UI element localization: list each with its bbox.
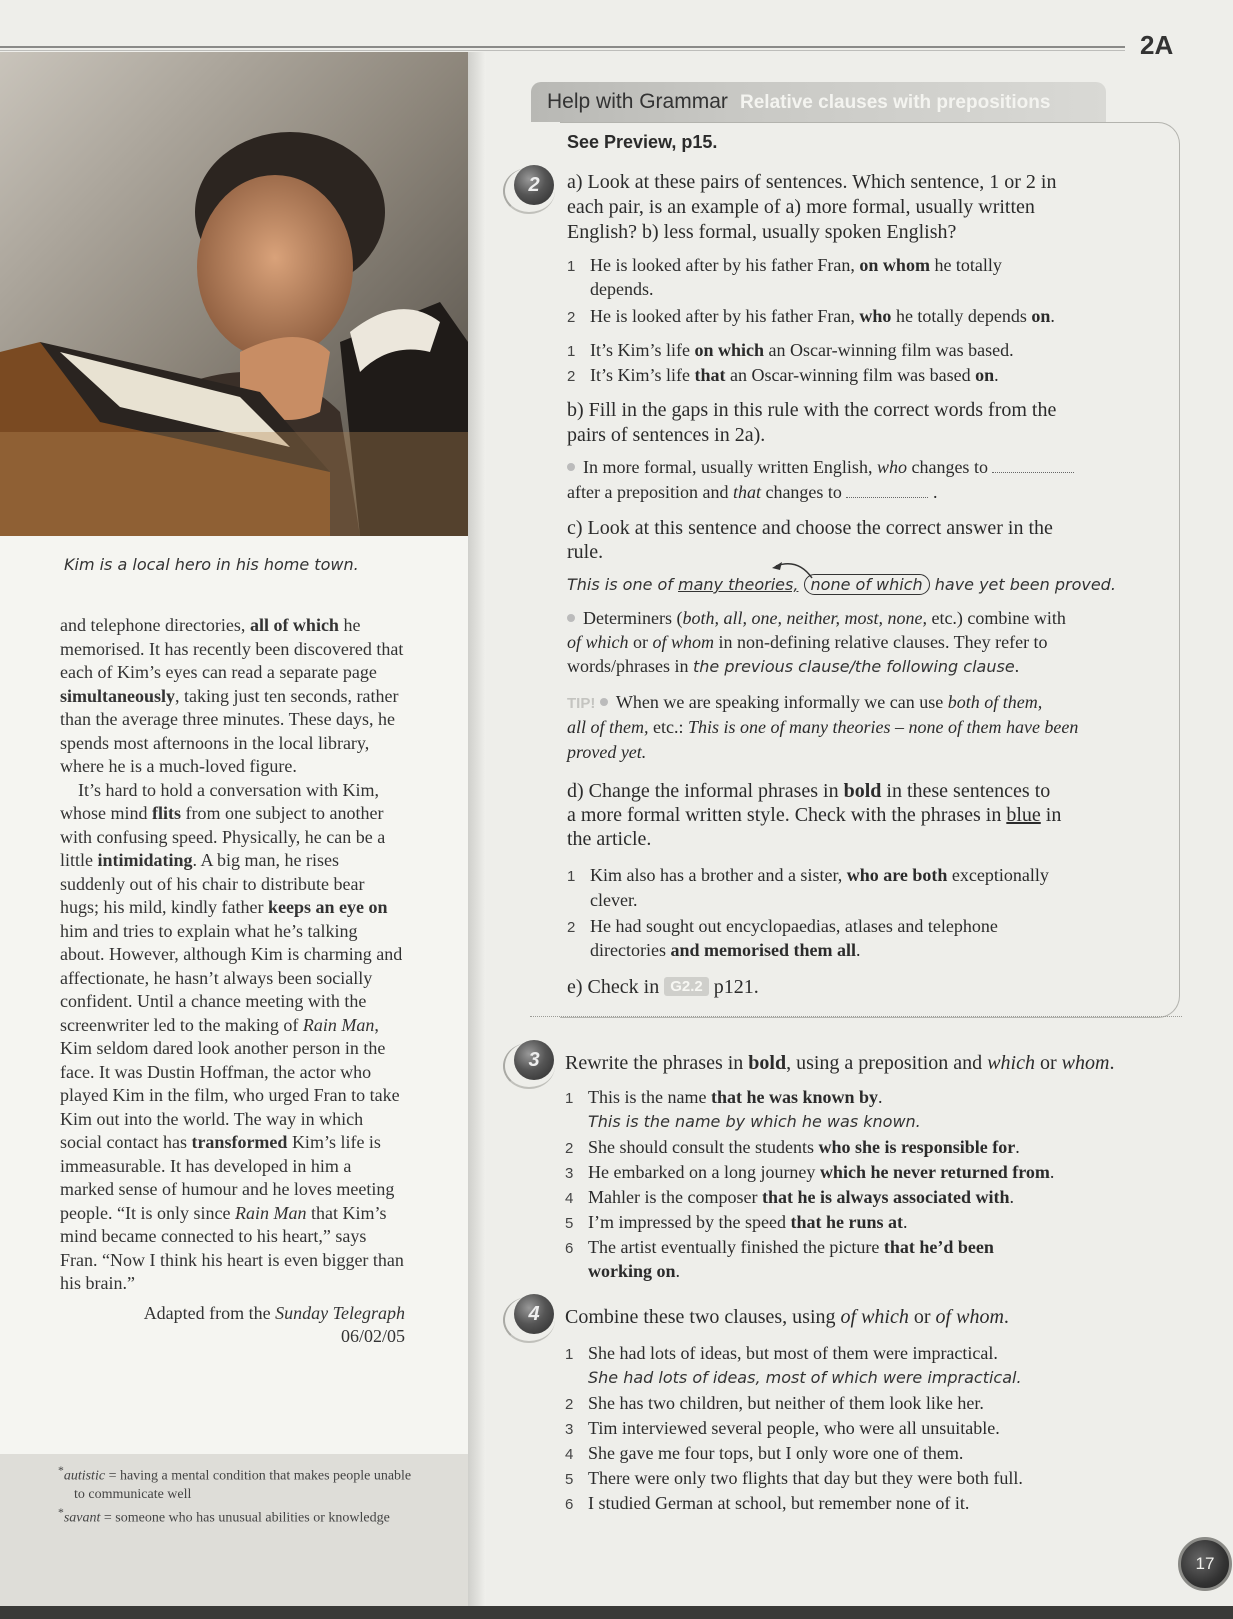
ex2a-item: 2 [567,368,576,385]
text-run: . [675,1261,681,1281]
text-run: Kim’s life is immeasurable. It has developed in him a marked sense of humour and he loves meeting people. “It is only since [60,1132,395,1223]
text-run: that [732,482,761,502]
ex4-item: 1 [565,1346,574,1363]
text-run: simultaneously [60,685,176,706]
bullet-icon [600,698,608,706]
text-run: that he’d been [883,1237,994,1257]
ex4-item: 5 [565,1471,574,1488]
ex2c-line-2 [567,541,603,564]
ex3-item-text [588,1187,1014,1208]
ex2c-line-1 [567,517,1053,540]
text-run: Combine these two clauses, using [565,1306,841,1328]
ex3-item: 1 [565,1090,574,1107]
text-run: . [1109,1052,1115,1074]
ex4-item-text [588,1443,963,1464]
ex4-item: 6 [565,1496,574,1513]
text-run: . [994,365,999,385]
text-run: English? b) less formal, usually spoken English? [567,221,957,243]
text-run: changes to [760,482,847,502]
text-run: each pair, is an example of a) more formal, usually written [567,196,1035,218]
text-run: of which [567,632,629,652]
ex2b-line-2 [567,424,765,447]
text-run: all of which [249,615,339,635]
text-run: on whom [859,255,930,275]
bullet-icon [567,614,575,622]
text-run: of whom [935,1306,1004,1328]
text-run: an Oscar-winning film was based. [764,340,1014,360]
text-run: Rain Man [302,1014,375,1035]
text-run: who [876,457,907,477]
text-run: that he runs at [790,1212,903,1232]
exercise-2-number: 2 [514,165,554,205]
ex2a-item-text [590,306,1055,327]
text-run: There were only two flights that day but they were both full. [588,1468,1023,1488]
ex3-item-text [588,1212,907,1233]
text-run: and telephone directories, [60,615,250,635]
ex4-item-text [588,1493,969,1514]
ex3-item-text [588,1137,1020,1158]
text-run: He embarked on a long journey [588,1162,820,1182]
text-run: etc.: [648,717,688,737]
text-run: . [855,940,861,960]
text-run: that [694,365,726,385]
text-run: both of them, [947,692,1043,712]
ex3-item-text [588,1162,1054,1183]
text-run: which he never returned from [819,1162,1050,1182]
ex2a-item: 1 [567,343,576,360]
text-run: in [1040,804,1062,826]
footnote-list [58,1462,418,1527]
text-run: . [1049,1162,1055,1182]
text-run: and memorised them all [670,940,856,960]
text-run: who she is responsible for [818,1137,1016,1157]
ex3-item: 3 [565,1165,574,1182]
ex2b-rule-line-1 [567,457,1074,478]
text-run: He is looked after by his father Fran, [590,255,860,275]
text-run: . [1014,656,1020,676]
text-run: he totally [929,255,1002,275]
footnote-term: savant [63,1510,101,1526]
ex2a-item: 1 [567,258,576,275]
text-run: He is looked after by his father Fran, [590,306,860,326]
text-run: directories [590,940,671,960]
text-run: of whom [652,632,715,652]
ex3-item-text [588,1237,994,1258]
text-run: Rain Man [234,1202,307,1223]
ex4-instruction [565,1306,1009,1329]
text-run: transformed [191,1132,288,1152]
ex4-item-text [588,1343,998,1364]
ex3-item: 5 [565,1215,574,1232]
text-run: a more formal written style. Check with the phrases in [567,804,1007,826]
text-run: Determiners ( [583,608,683,628]
ex2c-rule-line-1 [567,608,1066,629]
text-run: words/phrases in [567,656,693,676]
photo-caption: Kim is a local hero in his home town. [64,555,359,574]
text-run: on [1031,306,1051,326]
grammar-tab-subtitle: Relative clauses with prepositions [740,92,1051,113]
text-run: he memorised. It has recently been discovered that each of Kim’s eyes can read a separate page [60,615,404,682]
text-run: bold [748,1052,787,1074]
ex2b-rule-line-2: after a preposition and that changes to . [567,482,938,502]
text-run: that he was known by [710,1087,879,1107]
ex2d-item-text [590,916,998,937]
ex4-item-text [588,1418,1000,1439]
article-text [60,614,405,1349]
text-run: flits [152,803,181,823]
gap-that[interactable] [846,484,928,498]
photo-illustration [0,52,468,536]
text-run: He had sought out encyclopaedias, atlases and telephone [590,916,998,936]
text-run: Kim also has a brother and a sister, [590,865,847,885]
text-run: in non-defining relative clauses. They refer to [714,632,1048,652]
preview-reference: See Preview, p15. [567,132,718,152]
exercise-3-number: 3 [514,1040,554,1080]
text-run: who [859,306,892,326]
tip-line-1 [567,692,1042,713]
ex2d-item-text [590,865,1049,886]
text-run: working on [588,1261,676,1281]
kim-reading-photo [0,52,468,536]
text-run: from one subject to another with confusing speed. Physically, he can be a little [60,803,386,870]
text-run: him and tries to explain what he’s talking about. However, although Kim is charming and affectionate, he hasn’t always been socially confident. Until a chance meeting with the screenwriter led to the making of [60,920,403,1035]
text-run: whom [1061,1052,1110,1074]
text-run: This is one of many theories – none of them have been [687,717,1079,737]
ex3-item-text [588,1261,680,1282]
text-run: an Oscar-winning film was based [725,365,976,385]
footnote-savant: *savant = someone who has unusual abilities or knowledge [58,1505,390,1526]
text-run: , taking just ten seconds, rather than the average three minutes. These days, he spends most afternoons in the local library, where he is a much-loved figure. [60,685,399,776]
text-run: on which [694,340,765,360]
ex2c-rule-line-2 [567,632,1048,653]
text-run: or [908,1306,936,1328]
text-run: d) Change the informal phrases in [567,780,844,802]
source-name: Sunday Telegraph [275,1302,405,1323]
footnote-term: autistic [63,1468,106,1484]
text-run: blue [1006,804,1041,826]
text-run: keeps an eye on [267,897,388,917]
grammar-box-bottom-rule [530,1016,1182,1018]
bullet-icon [567,463,575,471]
ex2a-item-text [590,365,999,386]
ex3-item: 4 [565,1190,574,1207]
ex2a-line-1 [567,171,1056,194]
text-run: clever. [590,890,638,910]
ex2d-line-2 [567,804,1061,827]
text-run: rule. [567,541,604,563]
text-run: the previous clause/the following clause [692,657,1015,676]
ex2d-item: 1 [567,868,576,885]
text-run: which [987,1052,1035,1074]
ex4-item: 4 [565,1446,574,1463]
grammar-tab-title: Help with Grammar [547,90,728,113]
text-run: She gave me four tops, but I only wore one of them. [588,1443,964,1463]
tip-label: TIP! [567,695,596,712]
text-run: She has two children, but neither of them look like her. [588,1393,984,1413]
ex4-item-text [588,1393,984,1414]
text-run: etc.) combine with [926,608,1066,628]
ex4-item: 2 [565,1396,574,1413]
ex2e: e) Check in G2.2 p121. [567,976,759,998]
text-run: I studied German at school, but remember none of it. [588,1493,970,1513]
ex2d-item-text [590,890,637,911]
ex2c-example: This is one of many theories, none of which have yet been proved. [567,575,1116,594]
text-run: c) Look at this sentence and choose the correct answer in the [567,517,1053,539]
text-run: that Kim’s mind became connected to his heart,” says Fran. “Now I think his heart is even bigger than his brain.” [60,1202,404,1293]
ex2a-item-text [590,340,1014,361]
ex2d-line-3 [567,828,651,851]
page-gutter [468,52,486,1619]
ex3-instruction [565,1052,1114,1075]
text-run: In more formal, usually written English, [583,457,877,477]
unit-label: 2A [1140,30,1174,60]
ex3-item-text [588,1087,883,1108]
footnotes-box [0,1454,468,1619]
page-bottom-edge [0,1606,1233,1619]
ex2a-line-3 [567,221,956,244]
ex2d-item-text [590,940,860,961]
text-run: , using a preposition and [786,1052,988,1074]
page-number: 17 [1178,1537,1232,1591]
text-run: . [1003,1306,1009,1328]
footnote-definition: = someone who has unusual abilities or knowledge [100,1510,390,1526]
text-run: that he is always associated with [761,1187,1010,1207]
text-run: , Kim seldom dared look another person in the face. It was Dustin Hoffman, the actor who played Kim in the film, who urged Fran to take Kim out into the world. The way in which social contact has [60,1014,400,1152]
text-run: he totally depends [891,306,1032,326]
tip-line-2 [567,717,1078,738]
text-run: after a preposition and [567,482,733,502]
text-run: all of them, [567,717,649,737]
text-run: It’s Kim’s life [590,365,695,385]
ex2a-item-text [590,255,1002,276]
header-rule [0,46,1125,48]
text-run: It’s Kim’s life [590,340,695,360]
ex3-example: This is the name by which he was known. [588,1112,921,1131]
ex4-item-text [588,1468,1023,1489]
text-run: depends. [590,279,654,299]
text-run: exceptionally [947,865,1049,885]
source-date: 06/02/05 [340,1326,405,1346]
header-rule-thin [0,50,1125,51]
text-run: in these sentences to [881,780,1051,802]
gap-who[interactable] [992,459,1074,473]
text-run: It’s hard to hold a conversation with Kim, whose mind [60,779,379,823]
grammar-reference-badge[interactable]: G2.2 [664,977,709,996]
ex4-example: She had lots of ideas, most of which were impractical. [588,1368,1022,1387]
ex2d-item: 2 [567,919,576,936]
text-run: a) Look at these pairs of sentences. Which sentence, 1 or 2 in [567,171,1057,193]
text-run: . [1050,306,1055,326]
text-run: She should consult the students [588,1137,819,1157]
ex2a-line-2 [567,196,1035,219]
text-run: This is the name [588,1087,711,1107]
text-run: who are both [846,865,948,885]
ex2d-line-1 [567,780,1050,803]
article-paragraph-1 [60,614,405,779]
text-run: She had lots of ideas, but most of them were impractical. [588,1343,998,1363]
text-run: on [975,365,995,385]
text-run: bold [843,780,882,802]
text-run: pairs of sentences in 2a). [567,424,766,446]
text-run: proved yet. [567,742,647,762]
ex2a-item-text [590,279,653,300]
text-run: Tim interviewed several people, who were all unsuitable. [588,1418,1000,1438]
ex4-item: 3 [565,1421,574,1438]
article-source [60,1302,405,1349]
text-run: intimidating [97,850,193,870]
text-run: . [1009,1187,1014,1207]
footnote-definition: = having a mental condition that makes people unable to communicate well [74,1468,412,1502]
source-prefix: Adapted from the [143,1302,276,1323]
footnote-autistic: *autistic = having a mental condition that makes people unable to communicate well [58,1464,412,1502]
ex2b-line-1 [567,399,1056,422]
text-run: . [902,1212,908,1232]
text-run: or [628,632,653,652]
text-run: I’m impressed by the speed [588,1212,791,1232]
ex3-item: 6 [565,1240,574,1257]
text-run: both, all, one, neither, most, none, [682,608,927,628]
text-run: or [1034,1052,1062,1074]
oval-highlight: none of which [804,574,930,595]
exercise-4-number: 4 [514,1294,554,1334]
ex2a-item: 2 [567,309,576,326]
text-run: changes to [906,457,993,477]
article-paragraph-2 [60,779,405,1296]
tip-line-3 [567,742,646,763]
text-run: b) Fill in the gaps in this rule with the correct words from the [567,399,1057,421]
text-run: of which [840,1306,909,1328]
text-run: . A big man, he rises suddenly out of his chair to distribute bear hugs; his mild, kindly father [60,850,365,917]
ex2c-rule-line-3 [567,656,1019,677]
ex3-item: 2 [565,1140,574,1157]
text-run: The artist eventually finished the picture [588,1237,884,1257]
text-run: the article. [567,828,652,850]
text-run: Rewrite the phrases in [565,1052,749,1074]
text-run: . [1015,1137,1020,1157]
text-run: . [878,1087,883,1107]
text-run: When we are speaking informally we can use [615,692,948,712]
text-run: Mahler is the composer [588,1187,762,1207]
